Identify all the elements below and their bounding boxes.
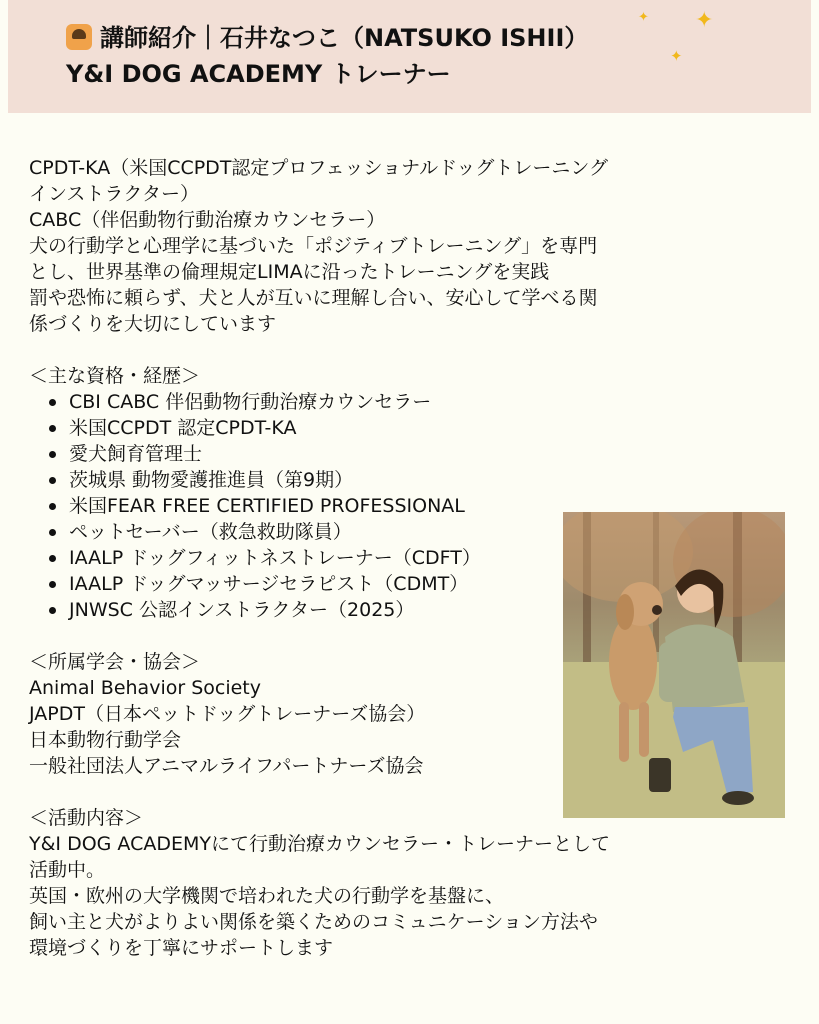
sparkle-icon: ✦: [695, 8, 714, 33]
list-item: 日本動物行動学会: [29, 729, 182, 751]
qualifications-heading: ＜主な資格・経歴＞: [29, 365, 201, 387]
activities-line: Y&I DOG ACADEMYにて行動治療カウンセラー・トレーナーとして: [29, 833, 610, 855]
list-item: 愛犬飼育管理士: [29, 441, 769, 467]
intro-line: CABC（伴侶動物行動治療カウンセラー）: [29, 209, 386, 231]
activities-line: 飼い主と犬がよりよい関係を築くためのコミュニケーション方法や: [29, 911, 598, 933]
trainer-with-dog-photo: [563, 512, 785, 818]
intro-line: インストラクター）: [29, 183, 200, 205]
activities-line: 活動中。: [29, 859, 106, 881]
list-item: 米国FEAR FREE CERTIFIED PROFESSIONAL: [29, 493, 769, 519]
page-title: [66, 21, 588, 55]
list-item: 茨城県 動物愛護推進員（第9期）: [29, 467, 769, 493]
list-item: Animal Behavior Society: [29, 677, 261, 699]
list-item: CBI CABC 伴侶動物行動治療カウンセラー: [29, 389, 769, 415]
activities-line: 環境づくりを丁寧にサポートします: [29, 937, 334, 959]
list-item: IAALP ドッグフィットネストレーナー（CDFT）: [29, 545, 769, 571]
list-item: IAALP ドッグマッサージセラピスト（CDMT）: [29, 571, 769, 597]
teacher-emoji-icon: [66, 24, 92, 50]
memberships-heading: ＜所属学会・協会＞: [29, 651, 201, 673]
intro-line: とし、世界基準の倫理規定LIMAに沿ったトレーニングを実践: [29, 261, 550, 283]
activities-text: [29, 831, 769, 961]
sparkle-icon: ✦: [670, 47, 683, 65]
sparkle-icon: ✦: [638, 10, 649, 25]
activities-heading: ＜活動内容＞: [29, 807, 144, 829]
header-banner: [8, 0, 811, 113]
list-item: ペットセーバー（救急救助隊員）: [29, 519, 769, 545]
page-subtitle: Y&I DOG ACADEMY トレーナー: [66, 60, 451, 88]
list-item: 米国CCPDT 認定CPDT-KA: [29, 415, 769, 441]
intro-text: [29, 155, 769, 337]
list-item: JNWSC 公認インストラクター（2025）: [29, 597, 769, 623]
list-item: JAPDT（日本ペットドッグトレーナーズ協会）: [29, 703, 426, 725]
activities-line: 英国・欧州の大学機関で培われた犬の行動学を基盤に、: [29, 885, 505, 907]
list-item: 一般社団法人アニマルライフパートナーズ協会: [29, 755, 424, 777]
intro-line: 罰や恐怖に頼らず、犬と人が互いに理解し合い、安心して学べる関: [29, 287, 598, 309]
intro-line: 犬の行動学と心理学に基づいた「ポジティブトレーニング」を専門: [29, 235, 598, 257]
intro-line: CPDT-KA（米国CCPDT認定プロフェッショナルドッグトレーニング: [29, 157, 609, 179]
photo-illustration: [563, 512, 785, 818]
intro-line: 係づくりを大切にしています: [29, 313, 277, 335]
page-title-text: 講師紹介｜石井なつこ（NATSUKO ISHII）: [100, 24, 589, 52]
